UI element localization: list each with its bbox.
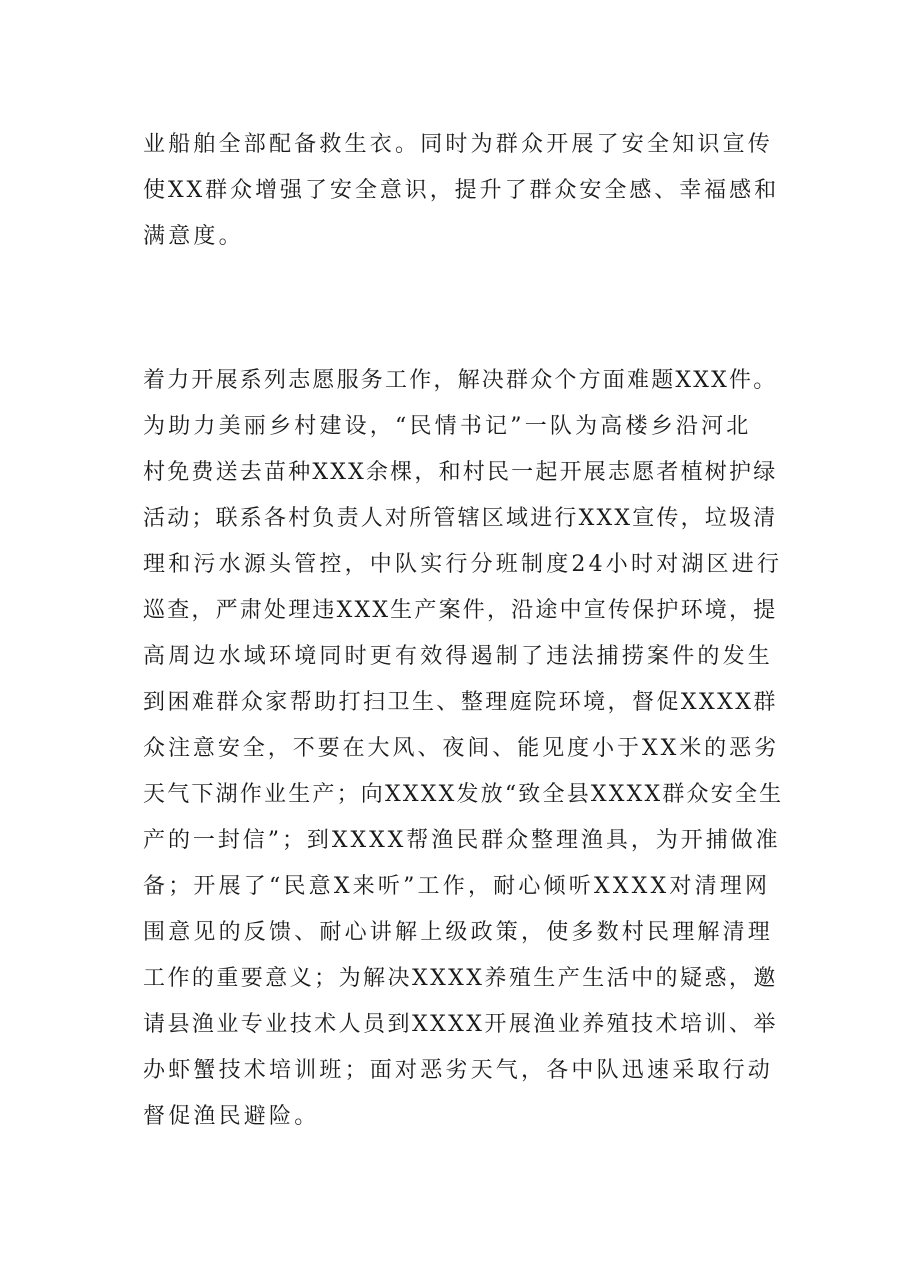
body-text-line: 围意见的反馈、耐心讲解上级政策，使多数村民理解清理 bbox=[143, 920, 774, 945]
body-text-line: 高周边水域环境同时更有效得遏制了违法捕捞案件的发生 bbox=[143, 644, 774, 669]
body-text-line: 工作的重要意义；为解决XXXX养殖生产生活中的疑惑，邀 bbox=[143, 966, 778, 991]
body-text-line: 办虾蟹技术培训班；面对恶劣天气，各中队迅速采取行动 bbox=[143, 1058, 774, 1083]
body-text-line: 天气下湖作业生产；向XXXX发放“致全县XXXX群众安全生 bbox=[143, 782, 784, 807]
body-text-line: 理和污水源头管控，中队实行分班制度24小时对湖区进行 bbox=[143, 552, 783, 577]
body-text-line: 活动；联系各村负责人对所管辖区域进行XXX宣传，垃圾清 bbox=[143, 506, 778, 531]
body-text-line: 村免费送去苗种XXX余棵，和村民一起开展志愿者植树护绿 bbox=[143, 460, 778, 485]
body-text-line bbox=[188, 315, 828, 355]
body-text-line: 满意度。 bbox=[143, 224, 244, 249]
section-heading bbox=[188, 266, 828, 306]
body-text-line: 产的一封信”；到XXXX帮渔民群众整理渔具，为开捕做准 bbox=[143, 828, 781, 853]
body-text-line: 请县渔业专业技术人员到XXXX开展渔业养殖技术培训、举 bbox=[143, 1012, 778, 1037]
body-text-line: 巡查，严肃处理违XXX生产案件，沿途中宣传保护环境，提 bbox=[143, 598, 778, 623]
body-text-line: 使XX群众增强了安全意识，提升了群众安全感、幸福感和 bbox=[143, 178, 780, 203]
body-text-line: 到困难群众家帮助打扫卫生、整理庭院环境，督促XXXX群 bbox=[143, 690, 778, 715]
body-text-line: 督促渔民避险。 bbox=[143, 1104, 320, 1129]
body-text-line: 为助力美丽乡村建设，“民情书记”一队为高楼乡沿河北 bbox=[143, 414, 752, 439]
body-text-line: 着力开展系列志愿服务工作，解决群众个方面难题XXX件。 bbox=[143, 368, 778, 393]
body-text-line: 业船舶全部配备救生衣。同时为群众开展了安全知识宣传 bbox=[143, 132, 774, 157]
body-text-line: 备；开展了“民意X来听”工作，耐心倾听XXXX对清理网 bbox=[143, 874, 771, 899]
body-text-line: 众注意安全，不要在大风、夜间、能见度小于XX米的恶劣 bbox=[143, 736, 780, 761]
